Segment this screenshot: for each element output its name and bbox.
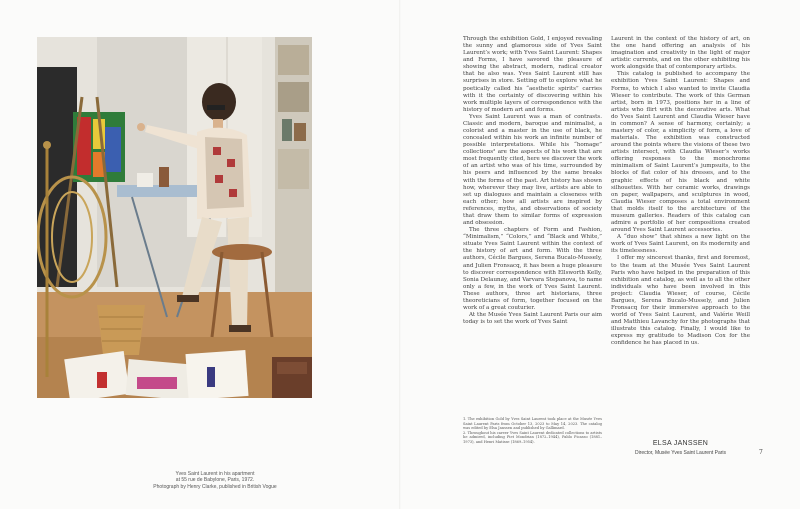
- text-column-2: [611, 36, 750, 347]
- caption-line: Photograph by Henry Clarke, published in British Vogue: [153, 483, 277, 490]
- paragraph: I offer my sincerest thanks, first and foremost, to the team at the Musée Yves Saint Laurent Paris who have helped in the preparation of this exhibition and catalog, as well as to all the other individuals who have been involved in this project: Claudia Wieser, of course, Cécile Bargues, Serena Bucalo-Mussely, and Julien Fronsacq for their immersive approach to the world of Yves Saint Laurent, and Valérie Weill and Matthieu Lavanchy for the photographs that illustrate this catalog. Finally, I would like to express my gratitude to Madison Cox for the confidence he has placed in us.: [611, 255, 750, 347]
- paragraph: A “duo show” that shines a new light on the work of Yves Saint Laurent, on its modernity and its timelessness.: [611, 234, 750, 255]
- caption-line: Yves Saint Laurent in his apartment: [175, 471, 255, 477]
- paragraph: Through the exhibition Gold, I enjoyed revealing the sunny and glamorous side of Yves Saint Laurent’s work; with Yves Saint Laurent: Shapes and Forms, I have savored the pleasure of showing the abstract, modern, radical creator that he also was. Yves Saint Laurent still has surprises in store. Setting off to explore what he poetically called his “aesthetic spirits” carries with it the certainty of discovering within his work multiple layers of correspondence with the history of modern art and forms.: [463, 36, 602, 113]
- footnote: 2. Throughout his career Yves Saint Laurent dedicated collections to artists he admired, including Piet Mondrian (1872–1944), Pablo Picasso (1881–1973), and Henri Matisse (1869–1954).: [463, 430, 602, 444]
- caption-line: at 55 rue de Babylone, Paris, 1972.: [175, 477, 255, 484]
- paragraph: This catalog is published to accompany the exhibition Yves Saint Laurent: Shapes and Forms, to which I also wanted to invite Claudia Wieser to contribute. The work of this German artist, born in 1973, positions her in a line of artists who flirt with the decorative arts. What do Yves Saint Laurent and Claudia Wieser have in common? A sense of harmony, certainly; a mastery of color, a simplicity of form, a love of materials. The exhibition was constructed around the points where the visions of these two artists intersect, with Claudia Wieser’s works offering responses to the monochrome minimalism of Saint Laurent’s jumpsuits, to the blocks of flat color of his dresses, and to the graphic effects of his black and white silhouettes. With her ceramic works, drawings on paper, wallpapers, and sculptures in wood, Claudia Wieser composes a total environment that molds itself to the architecture of the museum galleries. Readers of this catalog can admire a portfolio of her compositions created around Yves Saint Laurent accessories.: [611, 71, 750, 234]
- gutter: [399, 0, 401, 509]
- photograph: [37, 37, 312, 398]
- signature-title: Director, Musée Yves Saint Laurent Paris: [634, 450, 727, 456]
- paragraph: Yves Saint Laurent was a man of contrasts. Classic and modern, baroque and minimalist, a colorist and a master in the use of black, he concealed within his work an infinite number of possible interpretations. While his “homage” collections² are the aspects of his work that are most frequently cited, here we discover the work of an artist who was of his time, surrounded by his peers and influenced by the same breaks with the forms of the past. Art history has shown how, wherever they may live, artists are able to set up dialogues and maintain a closeness with each other; how all artists are inspired by references, myths, and observations of society that draw them to similar forms of expression and obsession.: [463, 113, 602, 227]
- photo-caption: [150, 471, 280, 490]
- paragraph: Laurent in the context of the history of art, on the one hand offering an analysis of his imagination and creativity in the light of major artistic currents, and on the other exhibiting his work alongside that of contemporary artists.: [611, 36, 750, 71]
- text-column-1: [463, 36, 602, 326]
- paragraph: At the Musée Yves Saint Laurent Paris our aim today is to set the work of Yves Saint: [463, 312, 602, 326]
- footnote: 1. The exhibition Gold by Yves Saint Laurent took place at the Musée Yves Saint Laurent Paris from October 13, 2023 to May 14, 2023. The catalog was edited by Elsa Janssen and published by Gallimard.: [463, 417, 602, 430]
- paragraph: The three chapters of Form and Fashion, “Minimalism,” “Colors,” and “Black and White,” situate Yves Saint Laurent within the context of the history of art and form. With the three authors, Cécile Bargues, Serena Bucalo-Mussely, and Julien Fronsacq, it has been a huge pleasure to discover correspondence with Ellsworth Kelly, Sonia Delaunay, and Varvara Stepanova, to name only a few, in the work of Yves Saint Laurent. These authors, three art historians, three theoreticians of form, together focused on the work of a great couturier.: [463, 227, 602, 311]
- footnotes: [463, 417, 602, 444]
- page-number: 7: [759, 449, 763, 456]
- photo-illustration: [37, 37, 312, 398]
- signature-name: ELSA JANSSEN: [652, 440, 709, 447]
